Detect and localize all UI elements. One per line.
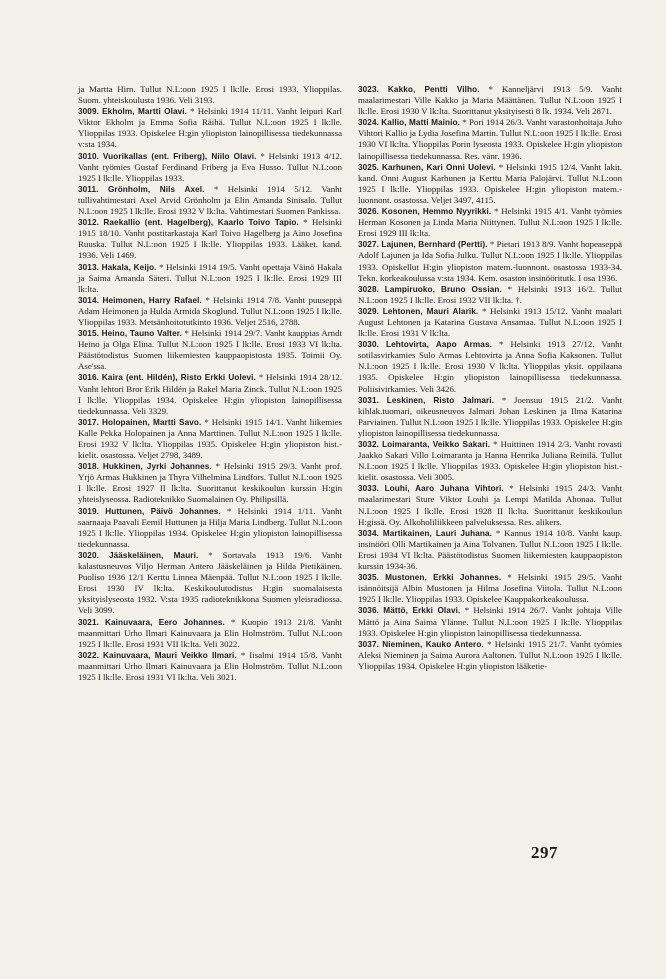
entry-name: Nieminen, Kauko Antero.	[382, 639, 484, 649]
entry-number: 3037.	[358, 639, 379, 649]
biography-entry	[78, 328, 342, 372]
entry-name: Hukkinen, Jyrki Johannes.	[102, 462, 212, 472]
entry-text: * Helsinki 1914 29/7. Vanht kauppias Arndt Heino ja Olga Elina. Tullut N.L:oon 1925 I lk:lle. Erosi 1933 VI lk:lta. Päästötodistus Suomen liikemiesten kauppaopistosta 1935. Toimii Oy. Ase'ssa.	[78, 328, 342, 372]
entry-name: Lehtonen, Mauri Alarik.	[382, 306, 479, 316]
entry-text: * Helsinki 1915 29/5. Vanht isännöitsijä Albin Mustonen ja Hilma Josefina Viitola. Tullut N.L:oon 1925 I lk:lle. Ylioppilas 1933. Opiskelee Kauppakorkeakoulussa.	[358, 572, 622, 605]
entry-number: 3019.	[78, 506, 99, 516]
biography-entry	[78, 84, 342, 106]
entry-number: 3024.	[358, 118, 379, 128]
left-column	[78, 84, 342, 683]
entry-text: * Helsinki 1915 29/3. Vanht prof. Yrjö Armas Hukkinen ja Thyra Vilhelmina Lindfors. Tullut N.L:oon 1925 I lk:lle. Erosi 1927 II lk:lta. Suorittanut keskikoulun kurssin H:gin yhteislyseossa. Radioteknikko Suomalainen Oy. Philipsillä.	[78, 461, 343, 505]
entry-name: Ekholm, Martti Olavi.	[102, 107, 188, 117]
entry-name: Louhi, Aaro Juhana Vihtori.	[384, 484, 504, 494]
entry-number: 3021.	[78, 617, 99, 627]
entry-number: 3034.	[358, 528, 379, 538]
entry-number: 3018.	[78, 462, 99, 472]
right-column	[358, 84, 622, 672]
biography-entry	[358, 117, 622, 161]
entry-name: Lehtovirta, Aapo Armas.	[386, 340, 492, 350]
entry-name: Karhunen, Kari Onni Uolevi.	[381, 162, 496, 172]
biography-entry	[358, 84, 622, 117]
entry-name: Mättö, Erkki Olavi.	[383, 606, 461, 616]
entry-name: Kaira (ent. Hildén), Risto Erkki Uolevi.	[101, 373, 256, 383]
biography-entry	[358, 284, 622, 306]
entry-text: * Helsinki 1914 5/12. Vanht tullivahtimestari Axel Arvid Grönholm ja Elin Amanda Sinisalo. Tullut N.L:oon 1925 I lk:lle. Erosi 1932 V lk:lta. Vahtimestari Suomen Pankissa.	[78, 183, 343, 217]
entry-number: 3020.	[78, 550, 99, 560]
entry-number: 3026.	[358, 207, 379, 217]
entry-name: Jääskeläinen, Mauri.	[108, 550, 199, 560]
entry-number: 3011.	[78, 184, 99, 194]
entry-text: * Helsinki 1914 7/8. Vanht puuseppä Adam Heimonen ja Hulda Armida Skoglund. Tullut N.L:oon 1925 I lk:lle. Ylioppilas 1933. Metsänhoitotutkinto 1936. Veljet 2516, 2788.	[78, 294, 342, 327]
entry-text: * Pori 1914 26/3. Vanht varastonhoitaja Juho Vihtori Kallio ja Lydia Josefina Martin. Tullut N.L:oon 1925 I lk:lle. Erosi 1930 VI lk:lta. Ylioppilas Porin lyseosta 1933. Opiskelee H:gin yliopiston lainopillisessa tiedekunnassa. Res. vänr. 1936.	[358, 117, 622, 161]
entry-number: 3025.	[358, 162, 379, 172]
biography-entry	[358, 306, 622, 339]
biography-entry	[78, 295, 342, 328]
biography-entry	[78, 506, 342, 550]
entry-text: * Helsinki 1914 26/7. Vanht johtaja Ville Mättö ja Aina Saima Ylänne. Tullut N.L:oon 1925 I lk:lle. Ylioppilas 1933. Opiskelee H:gin yliopiston lainopillisessa tiedekunnassa.	[358, 605, 622, 638]
biography-entry	[78, 151, 342, 184]
entry-number: 3022.	[78, 650, 99, 660]
entry-text: * Sortavala 1913 19/6. Vanht kalastusneuvos Viljo Herman Antero Jääskeläinen ja Hilda Pietikäinen. Puoliso 1936 12/1 Kerttu Linnea Mäenpää. Tullut N.L:oon 1925 I lk:lle. Erosi 1930 IV lk:lta. Keskikoulutodistus H:gin suomalaisesta yksityislyseosta 1932. V:sta 1935 radioteknikkona Suomen yleisradiossa. Veli 3099.	[78, 549, 342, 616]
entry-name: Grönholm, Nils Axel.	[107, 184, 205, 194]
entry-number: 3032.	[358, 440, 379, 449]
entry-name: Kainuvaara, Eero Johannes.	[105, 617, 225, 627]
entry-number: 3014.	[78, 295, 99, 305]
entry-number: 3036.	[358, 606, 379, 616]
entry-text: * Helsinki 1914 1/11. Vanht saarnaaja Paavali Eemil Huttunen ja Hilja Maria Lindberg. Tullut N.L:oon 1925 I lk:lle. Ylioppilas 1934. Opiskelee H:gin yliopiston lainopillisessa tiedekunnassa.	[78, 505, 343, 549]
entry-name: Kainuvaara, Mauri Veikko Ilmari.	[103, 650, 237, 660]
biography-entry	[78, 417, 342, 461]
entry-text: * Kuopio 1913 21/8. Vanht maanmittari Urho Ilmari Kainuvaara ja Elin Holmström. Tullut N.L:oon 1925 I lk:lle. Erosi 1931 VII lk:lta. Veli 3022.	[78, 616, 342, 649]
biography-entry	[78, 184, 342, 217]
entry-number: 3013.	[78, 262, 99, 272]
entry-number: 3033.	[358, 484, 379, 494]
biography-entry	[358, 639, 622, 672]
entry-name: Kallio, Matti Mainio.	[381, 118, 460, 128]
entry-name: Heino, Tauno Valter.	[101, 329, 182, 339]
entry-text: * Iisalmi 1914 15/8. Vanht maanmittari Urho Ilmari Kainuvaara ja Elin Holmström. Tullut N.L:oon 1925 I lk:lle. Erosi 1931 VI lk:lta. Veli 3021.	[78, 649, 343, 682]
entry-name: Holopainen, Martti Savo.	[101, 417, 202, 427]
biography-entry	[358, 528, 622, 572]
biography-entry	[78, 650, 342, 683]
biography-entry	[358, 162, 622, 206]
entry-name: Heimonen, Harry Rafael.	[102, 295, 202, 305]
entry-name: Vuorikallas (ent. Friberg), Niilo Olavi.	[102, 151, 257, 161]
biography-entry	[358, 239, 622, 283]
entry-name: Lajunen, Bernhard (Pertti).	[381, 240, 488, 250]
entry-text: * Helsinki 1914 19/5. Vanht opettaja Väinö Hakala ja Saima Amanda Säteri. Tullut N.L:oon 1925 I lk:lle. Erosi 1929 III lk:lta.	[78, 261, 342, 294]
entry-name: Leskinen, Risto Jalmari.	[386, 395, 495, 405]
entry-number: 3028.	[358, 284, 379, 294]
entry-text: * Helsinki 1915 14/1. Vanht liikemies Kalle Pekka Holopainen ja Anna Marttinen. Tullut N.L:oon 1925 I lk:lle. Erosi 1932 V lk:lta. Ylioppilas 1935. Opiskelee H:gin yliopiston hist.-kielit. osastossa. Veljet 2798, 3489.	[78, 416, 342, 461]
biography-entry	[358, 572, 622, 605]
biography-entry	[78, 550, 342, 617]
biography-entry	[358, 339, 622, 394]
entry-name: Huttunen, Päivö Johannes.	[105, 506, 221, 516]
biography-entry	[78, 217, 342, 261]
entry-number: 3023.	[358, 85, 379, 94]
entry-text: * Huittinen 1914 2/3. Vanht rovasti Jaakko Sakari Villo Loimaranta ja Hanna Henrika Juliana Reinilä. Tullut N.L:oon 1925 I lk:lle. Ylioppilas 1933. Opiskelee H:gin yliopiston hist.-kielit. osastossa. Veli 3005.	[358, 439, 623, 483]
entry-number: 3031.	[358, 395, 379, 405]
entry-number: 3029.	[358, 306, 379, 316]
page-number: 297	[531, 843, 558, 862]
entry-number: 3035.	[358, 573, 379, 583]
entry-text: * Helsinki 1915 12/4. Vanht lakit. kand. Onni August Karhunen ja Kerttu Maria Palojärvi. Tullut N.L:oon 1925 I lk:lle. Ylioppilas 1933. Opiskelee H:gin yliopiston matem.-luonnont. osastossa. Veljet 3497, 4115.	[358, 161, 622, 205]
entry-number: 3016.	[78, 373, 99, 383]
entry-text: * Helsinki 1914 28/12. Vanht lehtori Bror Erik Hildén ja Rakel Maria Zinck. Tullut N.L:oon 1925 I lk:lle. Ylioppilas 1934. Opiskelee H:gin yliopiston lainopillisessa tiedekunnassa. Veli 3329.	[78, 372, 343, 416]
entry-text: * Helsinki 1913 4/12. Vanht työmies Gustaf Ferdinand Friberg ja Eva Husso. Tullut N.L:oon 1925 I lk:lle. Ylioppilas 1933.	[78, 150, 342, 183]
entry-number: 3010.	[78, 151, 99, 161]
entry-number: 3017.	[78, 417, 99, 427]
entry-name: Kakko, Pentti Vilho.	[387, 85, 480, 94]
entry-text: * Kanneljärvi 1913 5/9. Vanht maalarimestari Ville Kakko ja Maria Määttänen. Tullut N.L:oon 1925 I lk:lle. Erosi 1930 V lk:lta. Suorittanut yksityisesti 8 lk. 1934. Veli 2871.	[358, 84, 623, 117]
entry-text: * Helsinki 1914 11/11. Vanht leipuri Karl Viktor Ekholm ja Emma Sofia Räihä. Tullut N.L:oon 1925 I lk:lle. Ylioppilas 1933. Opiskelee H:gin yliopiston lainopillisessa tiedekunnassa v:sta 1934.	[78, 106, 342, 150]
biography-entry	[358, 395, 622, 439]
entry-name: Raekallio (ent. Hagelberg), Kaarlo Toivo Tapio.	[103, 218, 299, 228]
biography-entry	[358, 439, 622, 483]
biography-entry	[358, 483, 622, 527]
entry-text: * Helsinki 1915 18/10. Vanht postitarkastaja Karl Toivo Hagelberg ja Aino Josefina Ruuska. Tullut N.L:oon 1925 I lk:lle. Ylioppilas 1933. Lääket. kand. 1936. Veli 1469.	[78, 217, 342, 261]
entry-text: * Joensuu 1915 21/2. Vanht kihlak.tuomari, oikeusneuvos Jalmari Johan Leskinen ja Ilma Katarina Parviainen. Tullut N.L:oon 1925 I lk:lle. Ylioppilas 1933. Opiskelee H:gin yliopiston lainopillisessa tiedekunnassa.	[358, 394, 622, 438]
entry-text: ja Martta Hirn. Tullut N.L:oon 1925 I lk:lle. Erosi 1933. Ylioppilas. Suom. yhteiskoulusta 1936. Veli 3193.	[78, 84, 342, 106]
entry-name: Mustonen, Erkki Johannes.	[385, 573, 502, 583]
entry-text: * Helsinki 1913 16/2. Tullut N.L:oon 1925 I lk:lle. Erosi 1932 VII lk:lta. †.	[358, 283, 622, 305]
entry-text: * Helsinki 1913 15/12. Vanht maalari August Lehtonen ja Katarina Gustava Ansamaa. Tullut N.L:oon 1925 I lk:lle. Erosi 1931 V lk:lta.	[358, 305, 622, 339]
entry-text: * Pietari 1913 8/9. Vanht hopeaseppä Adolf Lajunen ja Ida Sofia Julku. Tullut N.L:oon 1925 I lk:lle. Ylioppilas 1933. Opiskellut H:gin yliopiston matem.-luonnont. osastossa 1933-34. Tekn. korkeakoulussa v:sta 1934. Kem. osaston insinööritutk. I osa 1936.	[358, 239, 622, 283]
entry-name: Hakala, Keijo.	[101, 262, 157, 272]
entry-number: 3009.	[78, 107, 99, 117]
entry-text: * Helsinki 1913 27/12. Vanht sotilasvirkamies Sulo Armas Lehtovirta ja Anna Sofia Kaksonen. Tullut N.L:oon 1925 I lk:lle. Erosi 1930 V lk:lta. Ylioppilas yksit. oppilaana 1935. Opiskelee H:gin yliopiston lainopillisessa tiedekunnassa. Poliisivirkamies. Veli 3426.	[358, 339, 623, 394]
entry-name: Lampiruoko, Bruno Ossian.	[384, 284, 502, 294]
entry-number: 3012.	[78, 218, 99, 228]
entry-text: * Helsinki 1915 24/3. Vanht maalarimestari Sture Viktor Louhi ja Lempi Matilda Ahonaa. Tullut N.L:oon 1925 I lk:lle. Erosi 1928 II lk:lta. Suorittanut keskikoulun H:gissä. Oy. Alkoholiliikkeen palveluksessa. Res. alikers.	[358, 483, 622, 527]
entry-name: Martikainen, Lauri Juhana.	[382, 528, 492, 538]
entry-number: 3027.	[358, 240, 379, 250]
entry-name: Loimaranta, Veikko Sakari.	[382, 440, 491, 449]
biography-entry	[78, 106, 342, 150]
biography-entry	[78, 617, 342, 650]
biography-entry	[78, 262, 342, 295]
biography-entry	[358, 605, 622, 638]
entry-text: * Helsinki 1915 4/1. Vanht työmies Herman Kosonen ja Linda Maria Niittynen. Tullut N.L:oon 1925 I lk:lle. Erosi 1929 III lk:lta.	[358, 206, 623, 239]
entry-text: * Kannus 1914 10/8. Vanht kaup. insinööri Olli Martikainen ja Aina Tolvanen. Tullut N.L:oon 1925 I lk:lle. Erosi 1934 VI lk:lta. Päästötodistus Suomen liikemiesten kauppaopiston kurssin 1934-36.	[358, 527, 622, 572]
entry-number: 3015.	[78, 329, 99, 339]
biography-entry	[78, 372, 342, 416]
biography-entry	[78, 461, 342, 505]
biography-entry	[358, 206, 622, 239]
entry-text: * Helsinki 1915 21/7. Vanht työmies Aleksi Nieminen ja Saima Aurora Aaltonen. Tullut N.L:oon 1925 I lk:lle. Ylioppilas 1934. Opiskelee H:gin yliopiston lääketie-	[358, 638, 623, 671]
entry-number: 3030.	[358, 340, 379, 350]
entry-name: Kosonen, Hemmo Nyyrikki.	[381, 207, 492, 217]
